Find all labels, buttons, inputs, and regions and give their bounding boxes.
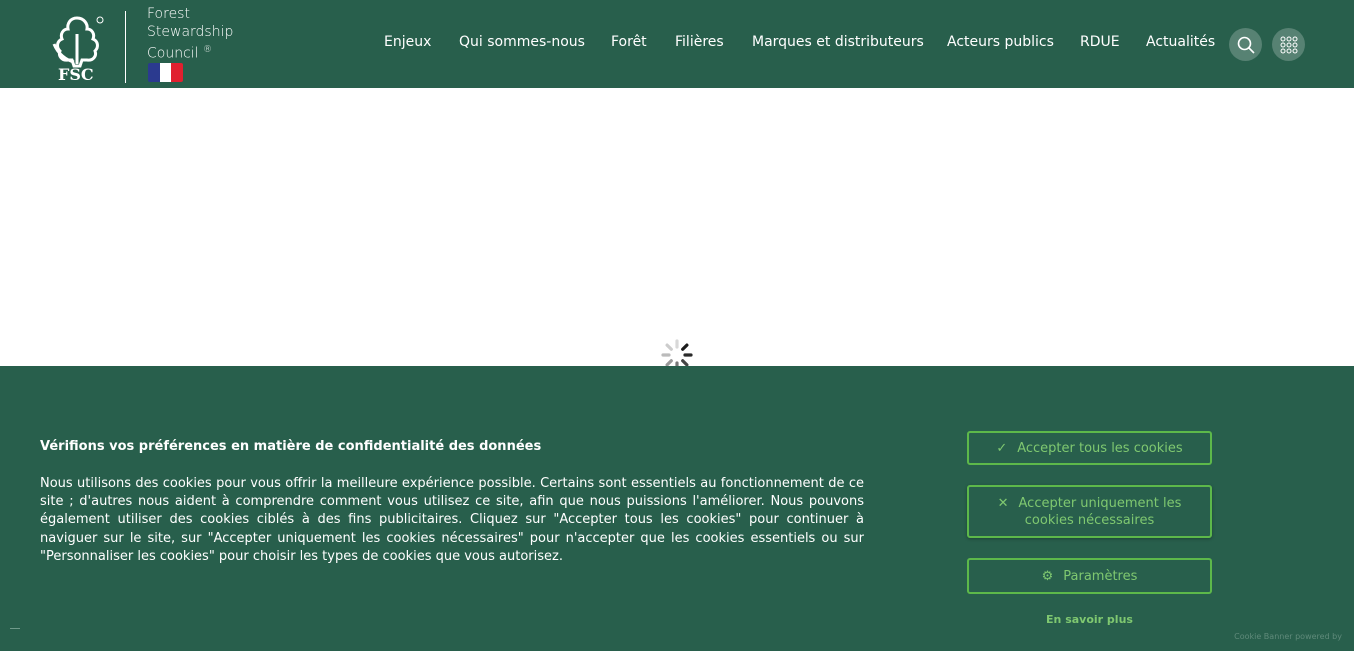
svg-text:FSC: FSC [58,65,94,82]
cookie-banner [0,366,1354,651]
gear-icon: ⚙ [1041,568,1054,584]
learn-more-link[interactable]: En savoir plus [1046,613,1133,626]
nav-item-rdue[interactable]: RDUE [1080,34,1120,50]
corner-mark [10,628,20,629]
brand-line: Forest [147,6,190,22]
france-flag-icon[interactable] [148,63,183,82]
apps-menu-button[interactable] [1272,28,1305,61]
nav-item-foret[interactable]: Forêt [611,34,647,50]
nav-item-acteurs-publics[interactable]: Acteurs publics [947,34,1054,50]
flag-blue-stripe [148,63,160,82]
search-icon [1237,36,1255,54]
site-header [0,0,1354,88]
nav-item-qui-sommes-nous[interactable]: Qui sommes-nous [459,34,585,50]
accept-necessary-label: Accepter uniquement les cookies nécessaires [1018,495,1182,528]
accept-all-cookies-button[interactable] [967,431,1212,465]
cookie-title: Vérifions vos préférences en matière de confidentialité des données [40,439,542,454]
flag-white-stripe [160,63,172,82]
accept-all-label: Accepter tous les cookies [1017,440,1183,456]
flag-red-stripe [171,63,183,82]
brand-line: Council ® [147,45,213,62]
fsc-logo[interactable] [50,14,106,82]
accept-necessary-text [989,495,1190,529]
cookie-settings-button[interactable] [967,558,1212,594]
close-icon: ✕ [997,495,1009,511]
search-button[interactable] [1229,28,1262,61]
check-icon: ✓ [996,440,1008,456]
powered-by-text[interactable]: Cookie Banner powered by [1234,632,1342,641]
brand-line: Stewardship [147,24,234,40]
settings-label: Paramètres [1063,568,1138,584]
grid-icon [1280,36,1298,54]
nav-item-marques[interactable]: Marques et distributeurs [752,34,924,50]
fsc-tree-icon [50,14,106,82]
accept-necessary-cookies-button[interactable] [967,485,1212,538]
logo-divider [125,11,126,83]
cookie-description: Nous utilisons des cookies pour vous offrir la meilleure expérience possible. Certains sont essentiels au fonctionnement de ce site ; d'autres nous aident à comprendre comment vous utilisez ce site, afin que nous puissions l'améliorer. Nous pouvons également utiliser des cookies ciblés à des fins publicitaires. Cliquez sur "Accepter tous les cookies" pour continuer à naviguer sur le site, sur "Accepter uniquement les cookies nécessaires" pour n'accepter que les cookies essentiels ou sur "Personnaliser les cookies" pour choisir les types de cookies que vous autorisez. [40,476,864,564]
nav-item-enjeux[interactable]: Enjeux [384,34,432,50]
nav-item-filieres[interactable]: Filières [675,34,724,50]
nav-item-actualites[interactable]: Actualités [1146,34,1216,50]
brand-name [147,5,233,63]
